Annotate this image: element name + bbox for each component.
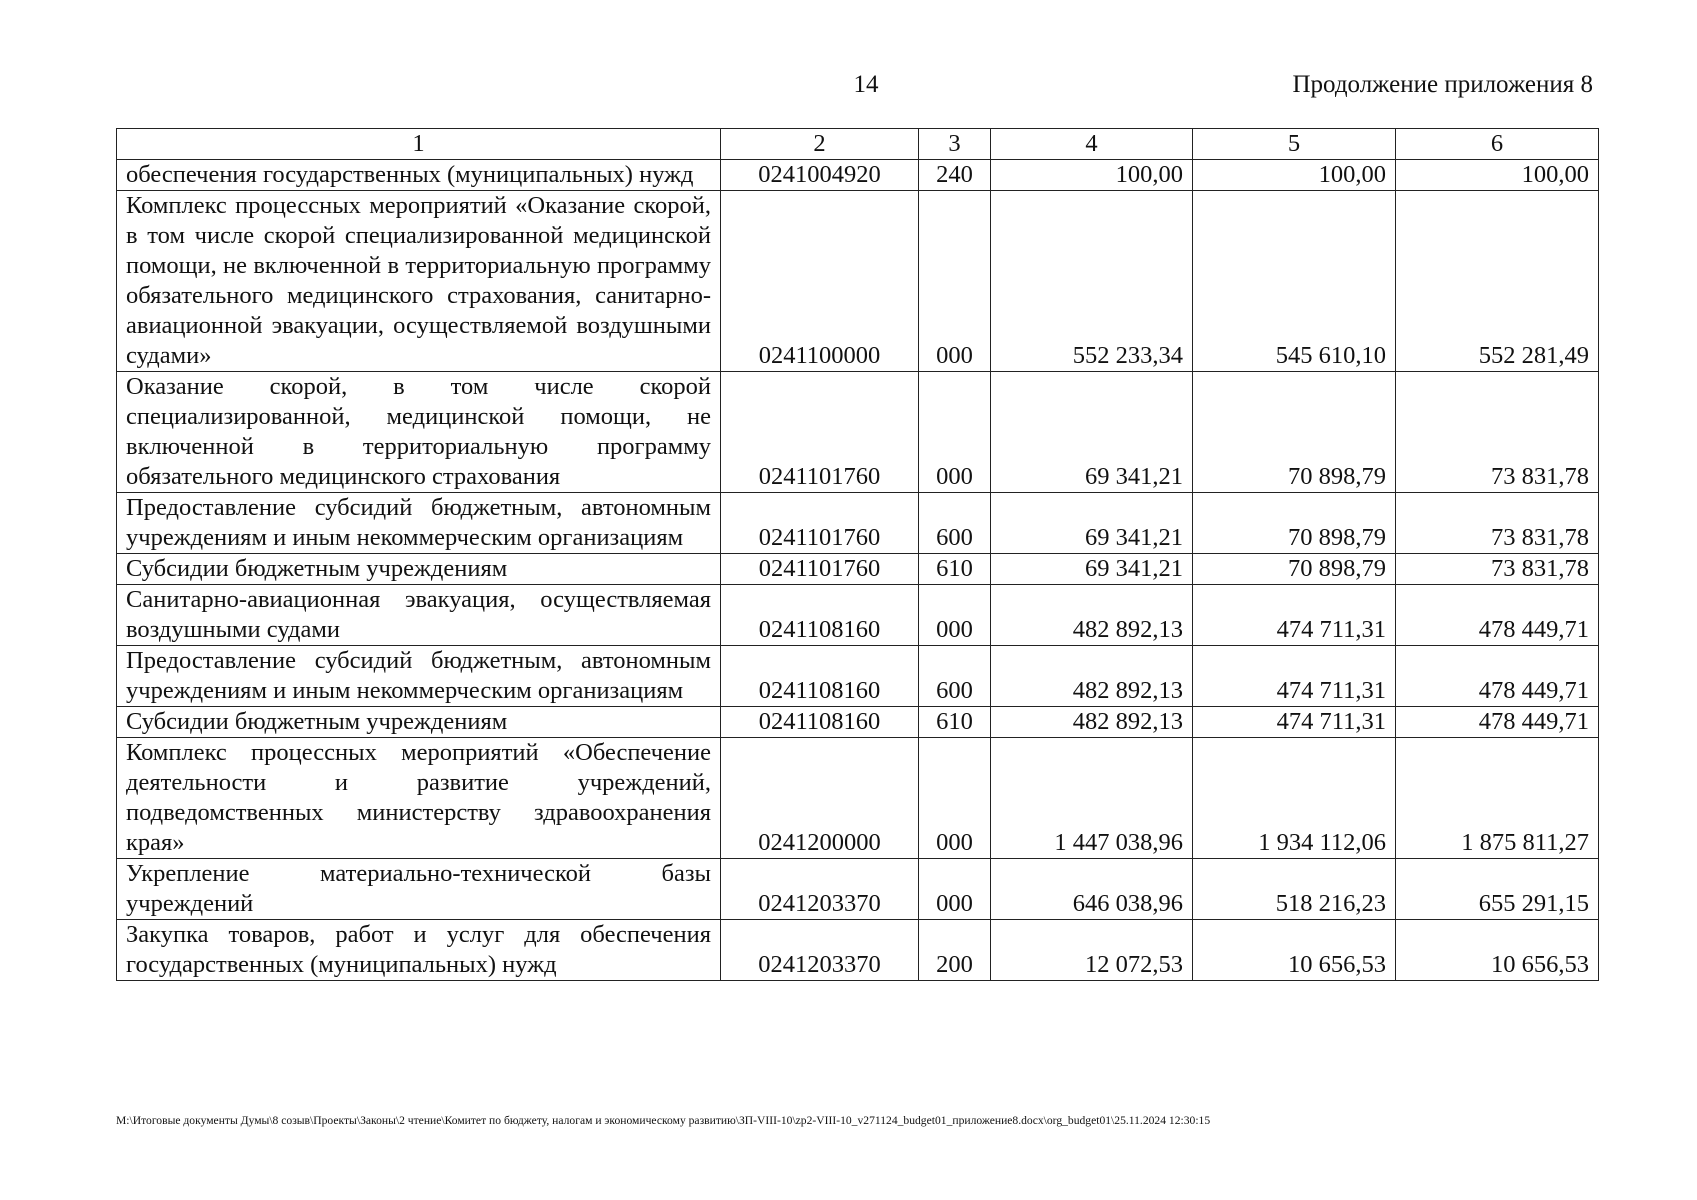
table-row — [117, 859, 1599, 920]
expense-type-code: 000 — [919, 738, 991, 859]
amount-col5: 545 610,10 — [1193, 191, 1396, 372]
column-number: 4 — [991, 129, 1193, 160]
column-number: 5 — [1193, 129, 1396, 160]
amount-col6: 10 656,53 — [1396, 920, 1599, 981]
table-row — [117, 372, 1599, 493]
appendix-label: Продолжение приложения 8 — [1292, 71, 1593, 98]
amount-col4: 69 341,21 — [991, 372, 1193, 493]
target-article-code: 0241108160 — [721, 707, 919, 738]
amount-col5: 70 898,79 — [1193, 493, 1396, 554]
amount-col5: 474 711,31 — [1193, 646, 1396, 707]
target-article-code: 0241101760 — [721, 493, 919, 554]
table-row — [117, 646, 1599, 707]
target-article-code: 0241101760 — [721, 372, 919, 493]
expense-type-code: 600 — [919, 646, 991, 707]
table-row — [117, 738, 1599, 859]
target-article-code: 0241004920 — [721, 160, 919, 191]
amount-col6: 1 875 811,27 — [1396, 738, 1599, 859]
row-name: Субсидии бюджетным учреждениям — [117, 707, 721, 738]
row-name: обеспечения государственных (муниципальных) нужд — [117, 160, 721, 191]
amount-col6: 73 831,78 — [1396, 372, 1599, 493]
column-number: 2 — [721, 129, 919, 160]
target-article-code: 0241203370 — [721, 920, 919, 981]
target-article-code: 0241200000 — [721, 738, 919, 859]
amount-col6: 478 449,71 — [1396, 707, 1599, 738]
row-name: Предоставление субсидий бюджетным, автономным учреждениям и иным некоммерческим организациям — [117, 493, 721, 554]
amount-col4: 482 892,13 — [991, 707, 1193, 738]
expense-type-code: 000 — [919, 372, 991, 493]
table-row — [117, 493, 1599, 554]
target-article-code: 0241100000 — [721, 191, 919, 372]
row-name: Закупка товаров, работ и услуг для обеспечения государственных (муниципальных) нужд — [117, 920, 721, 981]
target-article-code: 0241101760 — [721, 554, 919, 585]
column-number-row — [117, 129, 1599, 160]
expense-type-code: 000 — [919, 859, 991, 920]
amount-col4: 69 341,21 — [991, 493, 1193, 554]
row-name: Укрепление материально-технической базы учреждений — [117, 859, 721, 920]
expense-type-code: 600 — [919, 493, 991, 554]
amount-col5: 1 934 112,06 — [1193, 738, 1396, 859]
expense-type-code: 240 — [919, 160, 991, 191]
row-name: Субсидии бюджетным учреждениям — [117, 554, 721, 585]
amount-col6: 478 449,71 — [1396, 585, 1599, 646]
row-name: Оказание скорой, в том числе скорой специализированной, медицинской помощи, не включенной в территориальную программу обязательного медицинского страхования — [117, 372, 721, 493]
amount-col5: 70 898,79 — [1193, 372, 1396, 493]
expense-type-code: 000 — [919, 191, 991, 372]
row-name: Предоставление субсидий бюджетным, автономным учреждениям и иным некоммерческим организациям — [117, 646, 721, 707]
target-article-code: 0241108160 — [721, 646, 919, 707]
expense-type-code: 000 — [919, 585, 991, 646]
table-row — [117, 160, 1599, 191]
expense-type-code: 610 — [919, 707, 991, 738]
amount-col5: 518 216,23 — [1193, 859, 1396, 920]
amount-col6: 100,00 — [1396, 160, 1599, 191]
amount-col4: 482 892,13 — [991, 646, 1193, 707]
amount-col5: 10 656,53 — [1193, 920, 1396, 981]
amount-col4: 646 038,96 — [991, 859, 1193, 920]
target-article-code: 0241203370 — [721, 859, 919, 920]
amount-col5: 100,00 — [1193, 160, 1396, 191]
row-name: Комплекс процессных мероприятий «Оказание скорой, в том числе скорой специализированной медицинской помощи, не включенной в территориальную программу обязательного медицинского страхования, санитарно-авиационной эвакуации, осуществляемой воздушными судами» — [117, 191, 721, 372]
amount-col4: 482 892,13 — [991, 585, 1193, 646]
amount-col4: 1 447 038,96 — [991, 738, 1193, 859]
amount-col5: 70 898,79 — [1193, 554, 1396, 585]
amount-col6: 552 281,49 — [1396, 191, 1599, 372]
amount-col6: 478 449,71 — [1396, 646, 1599, 707]
budget-table — [116, 128, 1599, 981]
table-row — [117, 191, 1599, 372]
amount-col6: 73 831,78 — [1396, 493, 1599, 554]
amount-col4: 69 341,21 — [991, 554, 1193, 585]
expense-type-code: 610 — [919, 554, 991, 585]
page-number: 14 — [853, 71, 879, 98]
amount-col4: 100,00 — [991, 160, 1193, 191]
amount-col6: 655 291,15 — [1396, 859, 1599, 920]
amount-col4: 552 233,34 — [991, 191, 1193, 372]
amount-col6: 73 831,78 — [1396, 554, 1599, 585]
expense-type-code: 200 — [919, 920, 991, 981]
amount-col5: 474 711,31 — [1193, 707, 1396, 738]
table-row — [117, 554, 1599, 585]
column-number: 1 — [117, 129, 721, 160]
amount-col4: 12 072,53 — [991, 920, 1193, 981]
amount-col5: 474 711,31 — [1193, 585, 1396, 646]
table-row — [117, 920, 1599, 981]
target-article-code: 0241108160 — [721, 585, 919, 646]
row-name: Санитарно-авиационная эвакуация, осуществляемая воздушными судами — [117, 585, 721, 646]
column-number: 3 — [919, 129, 991, 160]
table-row — [117, 585, 1599, 646]
row-name: Комплекс процессных мероприятий «Обеспечение деятельности и развитие учреждений, подведомственных министерству здравоохранения края» — [117, 738, 721, 859]
table-row — [117, 707, 1599, 738]
footer-file-path: М:\Итоговые документы Думы\8 созыв\Проекты\Законы\2 чтение\Комитет по бюджету, налогам и экономическому развитию\ЗП-VIII-10\zp2-VIII-10_v271124_budget01_приложение8.docx\org_budget01\25.11.2024 12:30:15 — [116, 1114, 1211, 1127]
column-number: 6 — [1396, 129, 1599, 160]
